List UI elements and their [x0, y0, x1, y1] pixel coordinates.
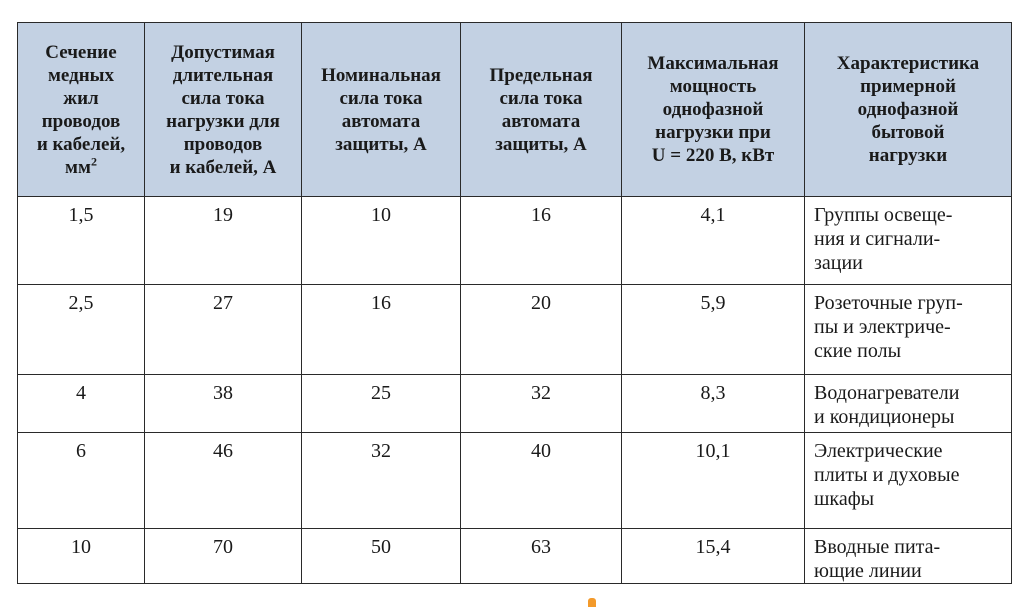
- header-row: [18, 23, 1012, 197]
- cell-max-power: 15,4: [622, 529, 805, 584]
- cell-limit-current: 40: [461, 433, 622, 529]
- header-allowable-current: Допустимая длительная сила тока нагрузки для проводов и кабелей, А: [145, 23, 302, 197]
- cell-cross-section: 10: [18, 529, 145, 584]
- cable-spec-table: [17, 22, 1012, 584]
- cell-limit-current: 63: [461, 529, 622, 584]
- cell-nominal-current: 16: [302, 285, 461, 375]
- cell-load-description: Водонагреватели и кондиционеры: [805, 375, 1012, 433]
- cell-nominal-current: 25: [302, 375, 461, 433]
- cell-allowable-current: 27: [145, 285, 302, 375]
- cell-nominal-current: 50: [302, 529, 461, 584]
- cell-allowable-current: 70: [145, 529, 302, 584]
- table-row: [18, 529, 1012, 584]
- cell-allowable-current: 46: [145, 433, 302, 529]
- table-row: [18, 375, 1012, 433]
- table-row: [18, 433, 1012, 529]
- cell-load-description: Группы освеще- ния и сигнали- зации: [805, 197, 1012, 285]
- cell-cross-section: 6: [18, 433, 145, 529]
- cell-max-power: 10,1: [622, 433, 805, 529]
- cell-load-description: Вводные пита- ющие линии: [805, 529, 1012, 584]
- cell-max-power: 4,1: [622, 197, 805, 285]
- cell-max-power: 8,3: [622, 375, 805, 433]
- header-cross-section: Сечение медных жил проводов и кабелей, $мм^2$: [18, 23, 145, 197]
- header-load-description: Характеристика примерной однофазной бытовой нагрузки: [805, 23, 1012, 197]
- header-limit-current: Предельная сила тока автомата защиты, А: [461, 23, 622, 197]
- cell-cross-section: 2,5: [18, 285, 145, 375]
- cell-allowable-current: 38: [145, 375, 302, 433]
- cell-nominal-current: 10: [302, 197, 461, 285]
- header-superscript: 2: [90, 154, 97, 169]
- decorative-mark: [588, 598, 596, 607]
- table-row: [18, 197, 1012, 285]
- table-row: [18, 285, 1012, 375]
- header-max-power: Максимальная мощность однофазной нагрузки при U = 220 В, кВт: [622, 23, 805, 197]
- cell-load-description: Розеточные груп- пы и электриче- ские полы: [805, 285, 1012, 375]
- cell-cross-section: 4: [18, 375, 145, 433]
- cell-load-description: Электрические плиты и духовые шкафы: [805, 433, 1012, 529]
- cell-limit-current: 16: [461, 197, 622, 285]
- cell-limit-current: 20: [461, 285, 622, 375]
- cell-allowable-current: 19: [145, 197, 302, 285]
- cell-cross-section: 1,5: [18, 197, 145, 285]
- header-nominal-current: Номинальная сила тока автомата защиты, А: [302, 23, 461, 197]
- cell-limit-current: 32: [461, 375, 622, 433]
- cell-max-power: 5,9: [622, 285, 805, 375]
- cell-nominal-current: 32: [302, 433, 461, 529]
